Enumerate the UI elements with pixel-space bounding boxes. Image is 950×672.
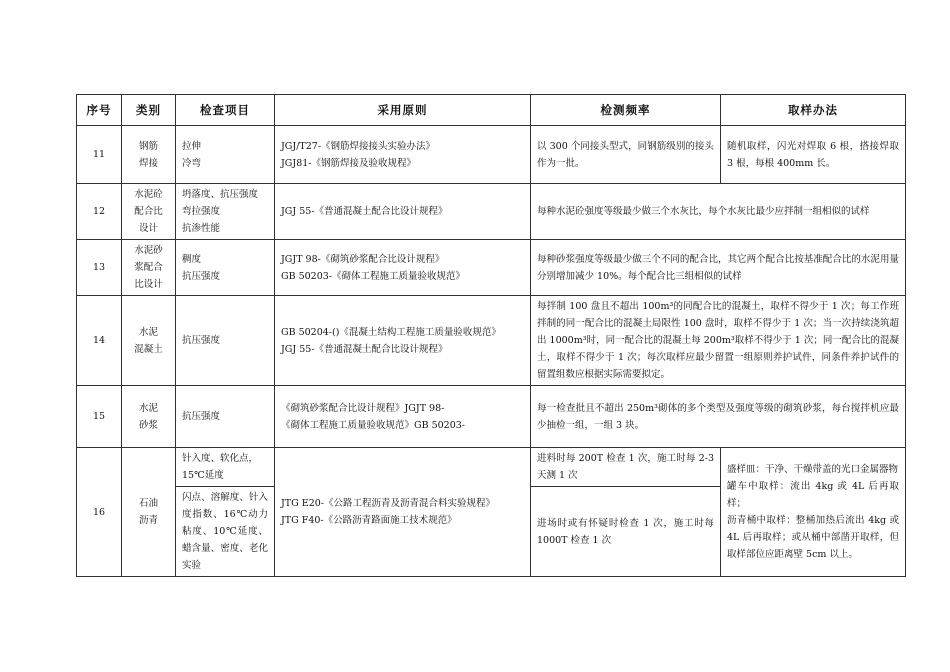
header-sampling: 取样办法: [721, 95, 906, 126]
table-row: [77, 126, 906, 184]
table-row: [77, 448, 906, 487]
row-standard: GB 50204-()《混凝土结构工程施工质量验收规范》 JGJ 55-《普通混凝土配合比设计规程》: [275, 296, 531, 386]
row-frequency-sampling: 每拌制 100 盘且不超出 100m³的同配合比的混凝土，取样不得少于 1 次；每工作班拌制的同一配合比的混凝土局限性 100 盘时，取样不得少于 1 次；当一次持续浇筑超出 1000m³时，同一配合比的混凝土每 200m³取样不得少于 1 次；同一配合比的混凝土，取样不得少于 1 次；每次取样应最少留置一组原则养护试件，同条件养护试件的留置组数应根据实际需要拟定。: [531, 296, 906, 386]
header-items: 检查项目: [176, 95, 275, 126]
table-row: [77, 184, 906, 240]
row-frequency: 以 300 个同接头型式，同钢筋级别的接头作为一批。: [531, 126, 721, 184]
row-items: 坍落度、抗压强度 弯拉强度 抗渗性能: [176, 184, 275, 240]
spec-table: [76, 94, 906, 577]
row-standard: 《砌筑砂浆配合比设计规程》JGJT 98- 《砌体工程施工质量验收规范》GB 50203-: [275, 386, 531, 448]
row-frequency-b: 进场时或有怀疑时检查 1 次，施工时每 1000T 检查 1 次: [531, 487, 721, 577]
row-sampling: 随机取样，闪光对焊取 6 根，搭接焊取 3 根，每根 400mm 长。: [721, 126, 906, 184]
row-category: 水泥 混凝土: [122, 296, 176, 386]
row-standard: JTG E20-《公路工程沥青及沥青混合料实验规程》 JTG F40-《公路沥青路面施工技术规范》: [275, 448, 531, 577]
row-no: 15: [77, 386, 122, 448]
row-no: 11: [77, 126, 122, 184]
row-frequency-sampling: 每种水泥砼强度等级最少做三个水灰比，每个水灰比最少应拌制一组相似的试样: [531, 184, 906, 240]
row-category: 石油 沥青: [122, 448, 176, 577]
header-category: 类别: [122, 95, 176, 126]
row-standard: JGJ 55-《普通混凝土配合比设计规程》: [275, 184, 531, 240]
row-sampling: 盛样皿：干净、干燥带盖的光口金属器物 罐车中取样：流出 4kg 或 4L 后再取样； 沥青桶中取样：整桶加热后流出 4kg 或 4L 后再取样；或从桶中部凿开取样，但取样部位应距离壁 5cm 以上。: [721, 448, 906, 577]
header-frequency: 检测频率: [531, 95, 721, 126]
row-items: 稠度 抗压强度: [176, 240, 275, 296]
header-row: [77, 95, 906, 126]
row-standard: JGJT 98-《砌筑砂浆配合比设计规程》 GB 50203-《砌体工程施工质量验收规范》: [275, 240, 531, 296]
header-no: 序号: [77, 95, 122, 126]
row-no: 14: [77, 296, 122, 386]
header-standard: 采用原则: [275, 95, 531, 126]
row-no: 16: [77, 448, 122, 577]
row-frequency-sampling: 每种砂浆强度等级最少做三个不同的配合比，其它两个配合比按基准配合比的水泥用量分别增加减少 10%。每个配合比三组相似的试样: [531, 240, 906, 296]
row-category: 钢筋 焊接: [122, 126, 176, 184]
row-category: 水泥 砂浆: [122, 386, 176, 448]
row-items: 抗压强度: [176, 296, 275, 386]
table-row: [77, 296, 906, 386]
row-category: 水泥砼 配合比 设计: [122, 184, 176, 240]
row-frequency-sampling: 每一检查批且不超出 250m³砌体的多个类型及强度等级的砌筑砂浆，每台搅拌机应最少抽检一组，一组 3 块。: [531, 386, 906, 448]
row-frequency-a: 进料时每 200T 检查 1 次，施工时每 2-3 天测 1 次: [531, 448, 721, 487]
row-no: 12: [77, 184, 122, 240]
row-items: 抗压强度: [176, 386, 275, 448]
row-standard: JGJ/T27-《钢筋焊接接头实验办法》 JGJ81-《钢筋焊接及验收规程》: [275, 126, 531, 184]
table-row: [77, 240, 906, 296]
table-row: [77, 386, 906, 448]
row-no: 13: [77, 240, 122, 296]
row-items: 拉伸 冷弯: [176, 126, 275, 184]
row-items-b: 闪点、溶解度、针入度指数、16℃动力粘度、10℃延度、蜡含量、密度、老化实验: [176, 487, 275, 577]
row-category: 水泥砂 浆配合 比设计: [122, 240, 176, 296]
row-items-a: 针入度、软化点， 15℃延度: [176, 448, 275, 487]
